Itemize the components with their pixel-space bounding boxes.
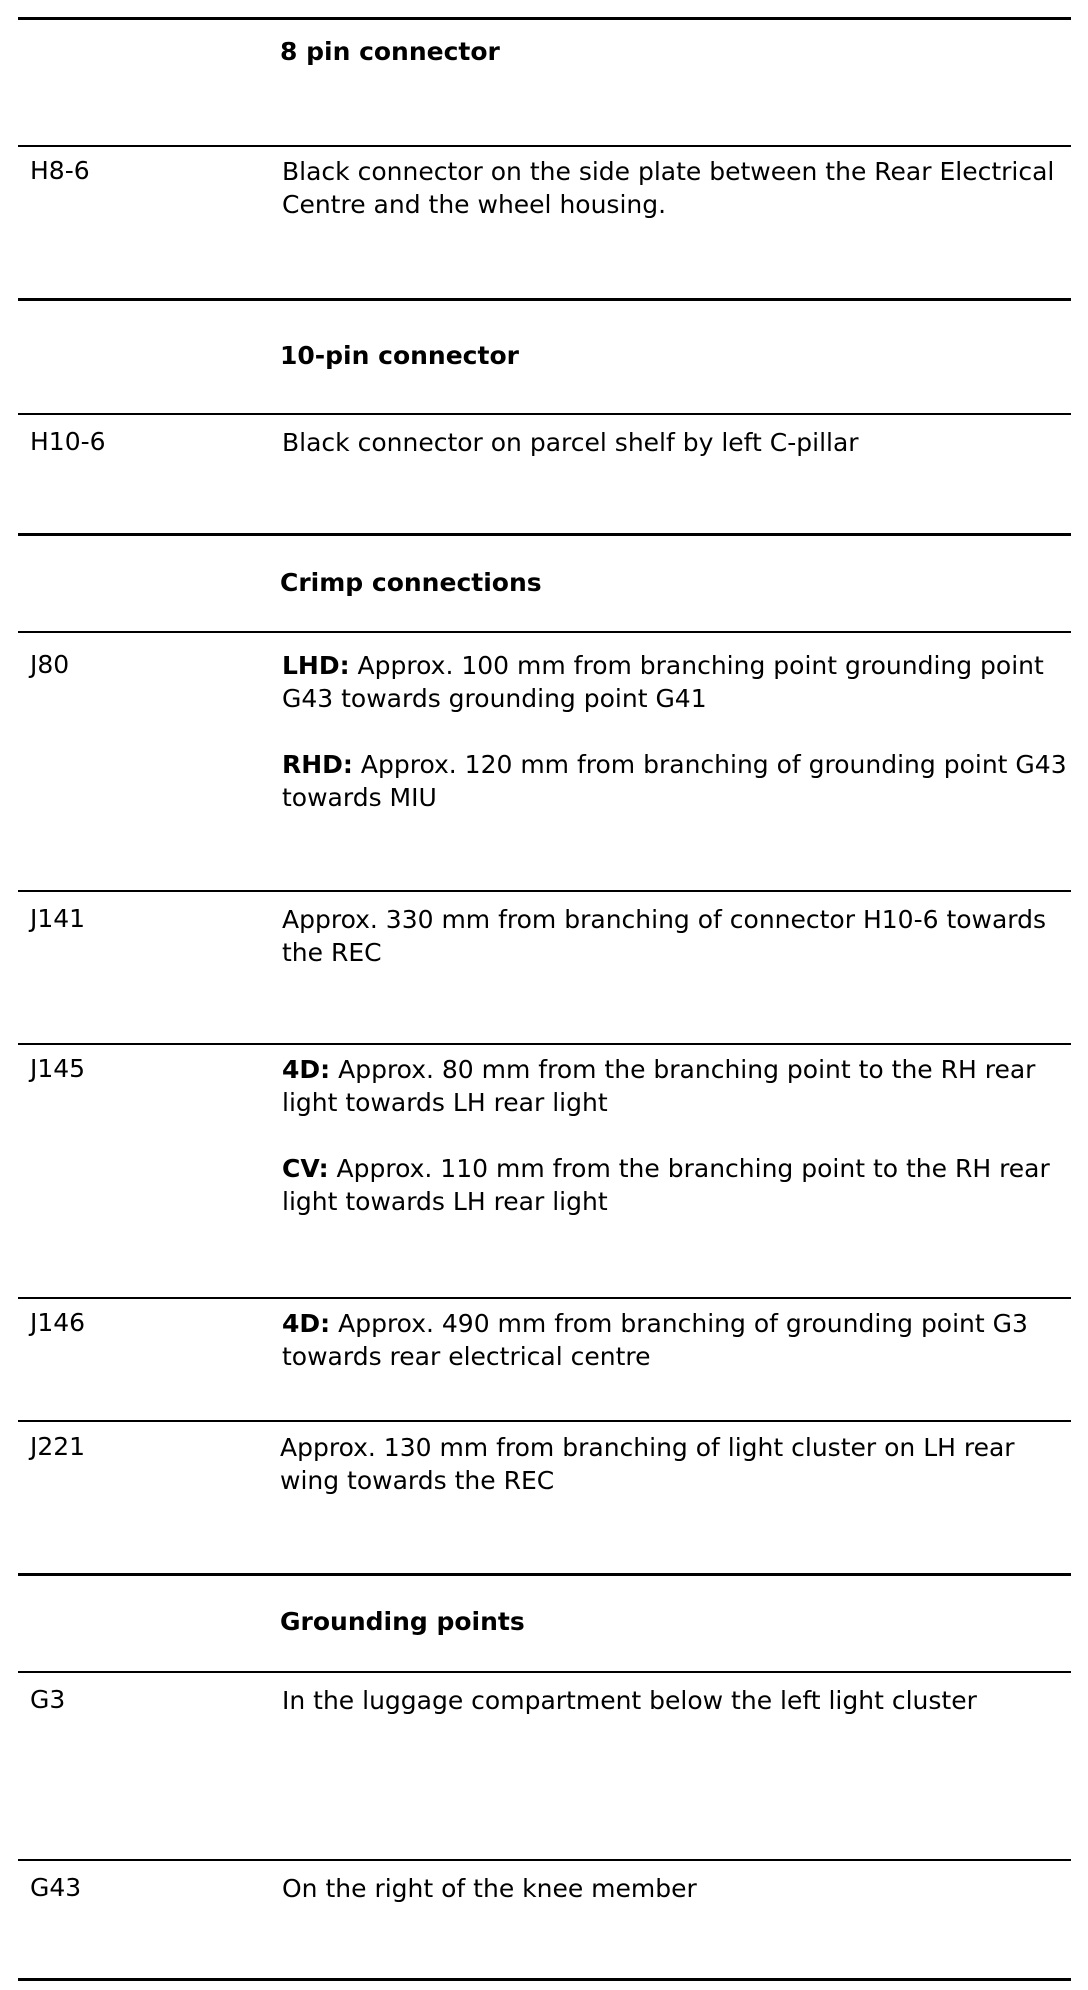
table-top-rule [18, 17, 1071, 20]
location-text: Approx. 330 mm from branching of connector H10-6 towards the REC [282, 905, 1047, 967]
section-divider-rule [18, 1573, 1071, 1576]
location-text: Approx. 80 mm from the branching point to the RH rear light towards LH rear light [282, 1055, 1036, 1117]
row-divider-rule [18, 890, 1071, 892]
table-bottom-rule [18, 1978, 1071, 1981]
section-divider-rule [18, 298, 1071, 301]
connector-location-h8-6 [282, 155, 1072, 221]
ground-location-g43 [282, 1872, 1072, 1905]
crimp-location-j80 [282, 649, 1072, 814]
ground-code-g3: G3 [30, 1685, 66, 1714]
variant-tag: LHD: [282, 651, 350, 680]
section-heading-crimp-connections: Crimp connections [280, 568, 542, 597]
variant-tag: CV: [282, 1154, 329, 1183]
row-divider-rule [18, 1043, 1071, 1045]
section-header-rule [18, 413, 1071, 415]
section-header-rule [18, 1671, 1071, 1673]
row-divider-rule [18, 1859, 1071, 1861]
location-text: Approx. 110 mm from the branching point to the RH rear light towards LH rear light [282, 1154, 1050, 1216]
crimp-location-j145 [282, 1053, 1072, 1218]
variant-tag: 4D: [282, 1309, 331, 1338]
location-text: Black connector on the side plate between the Rear Electrical Centre and the wheel housing. [282, 157, 1055, 219]
variant-tag: RHD: [282, 750, 353, 779]
connector-code-h10-6: H10-6 [30, 427, 106, 456]
location-text: Approx. 100 mm from branching point grounding point G43 towards grounding point G41 [282, 651, 1044, 713]
crimp-location-j221 [280, 1431, 1070, 1497]
location-text: On the right of the knee member [282, 1874, 697, 1903]
row-divider-rule [18, 1420, 1071, 1422]
row-divider-rule [18, 1297, 1071, 1299]
connector-location-h10-6 [282, 426, 1072, 459]
variant-tag: 4D: [282, 1055, 331, 1084]
crimp-code-j145: J145 [30, 1054, 86, 1083]
section-header-rule [18, 631, 1071, 633]
location-entry-rhd [282, 748, 1072, 814]
location-text: Approx. 130 mm from branching of light cluster on LH rear wing towards the REC [280, 1433, 1015, 1495]
crimp-code-j141: J141 [30, 904, 86, 933]
section-divider-rule [18, 533, 1071, 536]
section-heading-10-pin-connector: 10-pin connector [280, 341, 519, 370]
section-heading-8-pin-connector: 8 pin connector [280, 37, 500, 66]
location-entry-4d [282, 1307, 1072, 1373]
location-entry-cv [282, 1152, 1072, 1218]
crimp-location-j141 [282, 903, 1072, 969]
location-text: Black connector on parcel shelf by left C-pillar [282, 428, 859, 457]
crimp-code-j146: J146 [30, 1308, 86, 1337]
ground-code-g43: G43 [30, 1873, 82, 1902]
location-text: Approx. 120 mm from branching of grounding point G43 towards MIU [282, 750, 1067, 812]
crimp-code-j221: J221 [30, 1432, 86, 1461]
connector-code-h8-6: H8-6 [30, 156, 90, 185]
crimp-location-j146 [282, 1307, 1072, 1373]
ground-location-g3 [282, 1684, 1072, 1717]
section-heading-grounding-points: Grounding points [280, 1607, 525, 1636]
section-header-rule [18, 145, 1071, 147]
location-entry-lhd [282, 649, 1072, 715]
location-text: In the luggage compartment below the left light cluster [282, 1686, 977, 1715]
crimp-code-j80: J80 [30, 650, 70, 679]
location-text: Approx. 490 mm from branching of grounding point G3 towards rear electrical centre [282, 1309, 1028, 1371]
location-entry-4d [282, 1053, 1072, 1119]
